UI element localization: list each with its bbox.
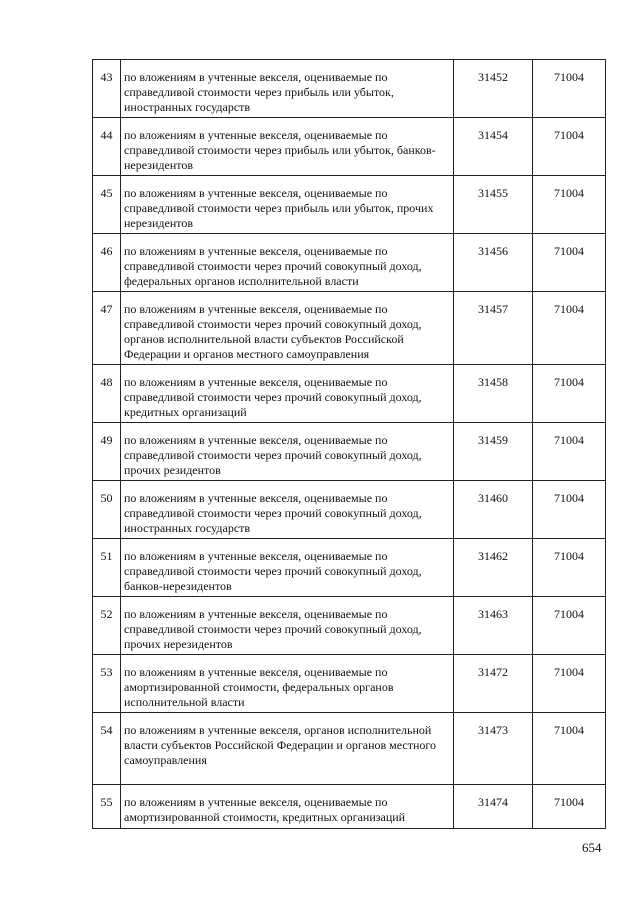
table-row <box>93 176 606 234</box>
row-description: по вложениям в учтенные векселя, оцениваемые по справедливой стоимости через прочий совокупный доход, иностранных государств <box>121 481 454 539</box>
row-description: по вложениям в учтенные векселя, оцениваемые по справедливой стоимости через прочий совокупный доход, банков-нерезидентов <box>121 539 454 597</box>
account-number: 31458 <box>454 365 533 423</box>
row-number: 48 <box>93 365 121 423</box>
row-number: 49 <box>93 423 121 481</box>
row-description <box>121 713 454 785</box>
row-description: по вложениям в учтенные векселя, оцениваемые по справедливой стоимости через прочий совокупный доход, прочих резидентов <box>121 423 454 481</box>
symbol-code: 71004 <box>533 423 606 481</box>
table-row <box>93 60 606 118</box>
row-description: по вложениям в учтенные векселя, оцениваемые по амортизированной стоимости, федеральных органов исполнительной власти <box>121 655 454 713</box>
page-number: 654 <box>582 840 602 855</box>
account-number: 31452 <box>454 60 533 118</box>
account-number: 31463 <box>454 597 533 655</box>
row-description: по вложениям в учтенные векселя, оцениваемые по справедливой стоимости через прибыль или убыток, иностранных государств <box>121 60 454 118</box>
row-description: по вложениям в учтенные векселя, оцениваемые по справедливой стоимости через прочий совокупный доход, органов исполнительной власти субъектов Российской Федерации и органов местного самоуправления <box>121 292 454 365</box>
account-number: 31460 <box>454 481 533 539</box>
symbol-code: 71004 <box>533 539 606 597</box>
table-row <box>93 597 606 655</box>
table-row <box>93 292 606 365</box>
row-description: по вложениям в учтенные векселя, оцениваемые по справедливой стоимости через прибыль или убыток, банков-нерезидентов <box>121 118 454 176</box>
accounts-table <box>92 59 606 829</box>
table-body <box>93 60 606 829</box>
row-description: по вложениям в учтенные векселя, оцениваемые по справедливой стоимости через прибыль или убыток, прочих нерезидентов <box>121 176 454 234</box>
table-row <box>93 539 606 597</box>
row-description: по вложениям в учтенные векселя, оцениваемые по амортизированной стоимости, кредитных организаций <box>121 785 454 829</box>
row-number: 52 <box>93 597 121 655</box>
account-number: 31473 <box>454 713 533 785</box>
symbol-code: 71004 <box>533 292 606 365</box>
row-number: 50 <box>93 481 121 539</box>
symbol-code: 71004 <box>533 597 606 655</box>
symbol-code: 71004 <box>533 60 606 118</box>
symbol-code: 71004 <box>533 713 606 785</box>
row-number: 47 <box>93 292 121 365</box>
symbol-code: 71004 <box>533 481 606 539</box>
table-row <box>93 234 606 292</box>
row-description-text: по вложениям в учтенные векселя, органов исполнительной власти субъектов Российской Федерации и органов местного самоуправления <box>124 723 436 767</box>
account-number: 31457 <box>454 292 533 365</box>
row-number: 54 <box>93 713 121 785</box>
symbol-code: 71004 <box>533 234 606 292</box>
row-number: 46 <box>93 234 121 292</box>
table-row <box>93 655 606 713</box>
row-number: 53 <box>93 655 121 713</box>
symbol-code: 71004 <box>533 785 606 829</box>
table-row <box>93 785 606 829</box>
account-number: 31472 <box>454 655 533 713</box>
account-number: 31462 <box>454 539 533 597</box>
table-row <box>93 365 606 423</box>
row-description: по вложениям в учтенные векселя, оцениваемые по справедливой стоимости через прочий совокупный доход, прочих нерезидентов <box>121 597 454 655</box>
account-number: 31456 <box>454 234 533 292</box>
table-row <box>93 481 606 539</box>
row-number: 51 <box>93 539 121 597</box>
table-row <box>93 713 606 785</box>
row-number: 45 <box>93 176 121 234</box>
row-description: по вложениям в учтенные векселя, оцениваемые по справедливой стоимости через прочий совокупный доход, федеральных органов исполнительной власти <box>121 234 454 292</box>
symbol-code: 71004 <box>533 118 606 176</box>
table-row <box>93 118 606 176</box>
row-number: 43 <box>93 60 121 118</box>
symbol-code: 71004 <box>533 365 606 423</box>
symbol-code: 71004 <box>533 655 606 713</box>
row-number: 44 <box>93 118 121 176</box>
row-description: по вложениям в учтенные векселя, оцениваемые по справедливой стоимости через прочий совокупный доход, кредитных организаций <box>121 365 454 423</box>
table-row <box>93 423 606 481</box>
row-number: 55 <box>93 785 121 829</box>
account-number: 31455 <box>454 176 533 234</box>
account-number: 31474 <box>454 785 533 829</box>
account-number: 31459 <box>454 423 533 481</box>
account-number: 31454 <box>454 118 533 176</box>
symbol-code: 71004 <box>533 176 606 234</box>
